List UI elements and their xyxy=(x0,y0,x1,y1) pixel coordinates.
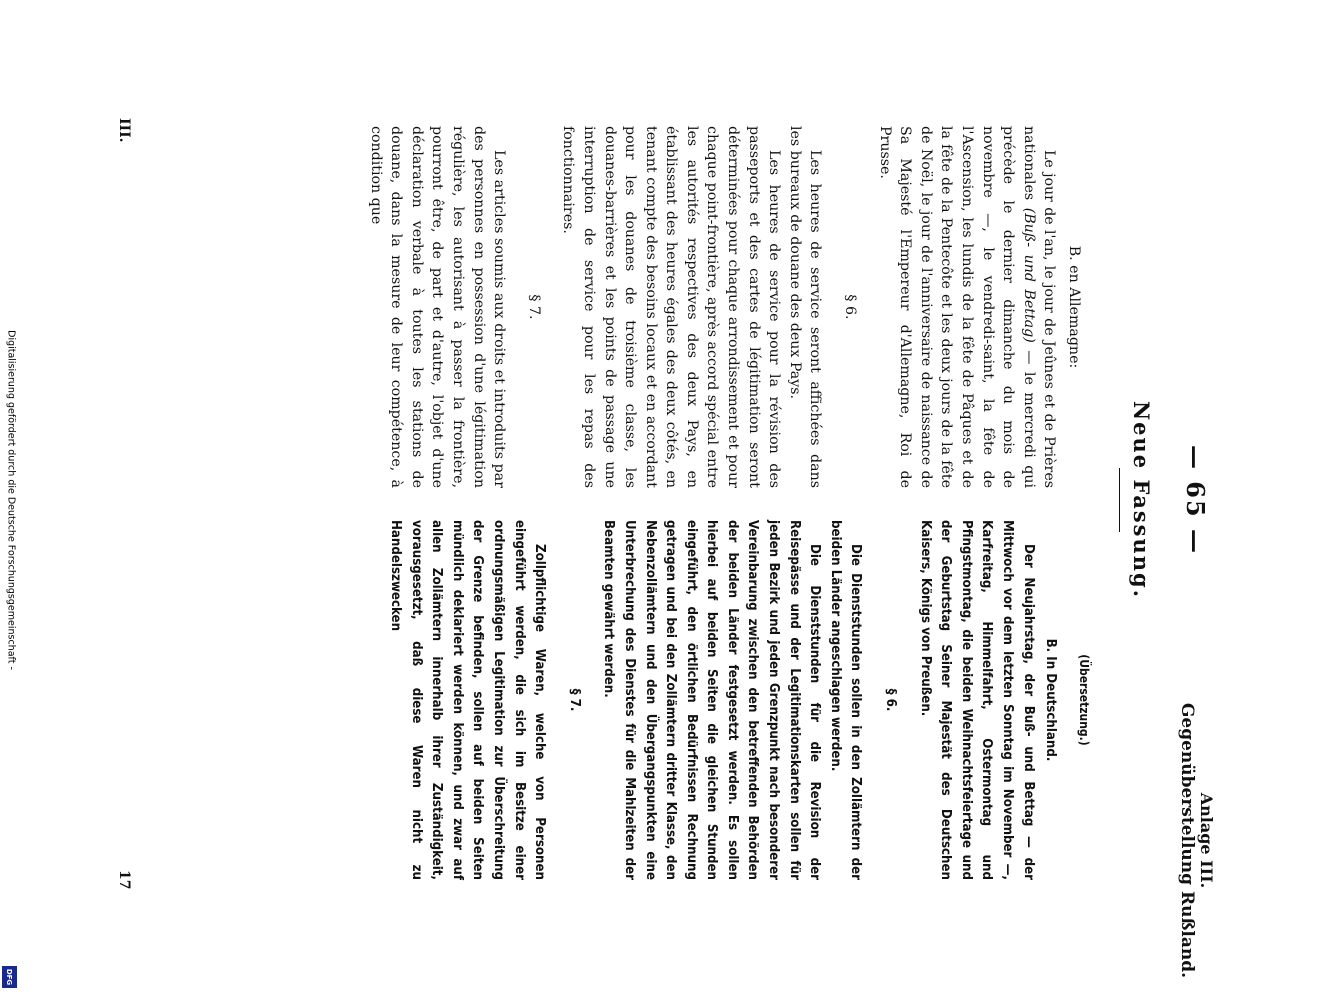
german-s6-p2: Die Dienststunden für die Revision der Reisepässe und der Legitimationskarten sollen für jeden Bezirk und jeden Grenzpunkt nach besonderer Vereinbarung zwischen den betreffenden Behörden der beiden Länder festgesetzt werden. Es sollen hierbei auf beiden Seiten die gleichen Stunden eingeführt, den örtlichen Bedürfnissen Rechnung getragen und bei den Zollämtern dritter Klasse, den Nebenzollämtern und den Übergangspunkten eine Unterbrechung des Dienstes für die Mahlzeiten der Beamten gewährt werden. xyxy=(601,520,823,880)
french-s7-heading: § 7. xyxy=(525,294,542,320)
rotated-page xyxy=(100,0,1224,1000)
german-column xyxy=(384,520,1106,880)
french-s6-p1: Les heures de service seront affichées dans les bureaux de douane des deux Pays. xyxy=(786,126,824,488)
french-b-text-part1: Le jour de l'an, le jour de Jeûnes et de Prières nationales xyxy=(1020,126,1058,488)
right-footer-signature: 17 xyxy=(116,870,132,890)
digitization-sideband xyxy=(0,0,22,1000)
french-b-text-italic: (Buß- und Bettag) xyxy=(1020,207,1037,343)
french-s6-p2: Les heures de service pour la révision des passeports et des cartes de légitimation seront déterminées pour chaque arrondissement et pour chaque point-frontière, après accord spécial entre les autorités respectives des deux Pays, en établissant des heures égales des deux côtés, en tenant compte des besoins locaux et en accordant pour les douanes de troisième classe, les douanes-barrières et les points de passage une interruption de service pour les repas des fonctionnaires. xyxy=(560,126,783,488)
french-s7-p1: Les articles soumis aux droits et introduits par des personnes en possession d'une légitimation régulière, les autorisant à passer la frontière, pourront être, de part et d'autre, l'objet d'une déclaration verbale à toutes les stations de douane, dans la mesure de leur compétence, à condition que xyxy=(367,126,508,488)
german-b-heading: B. In Deutschland. xyxy=(1043,638,1059,762)
french-column xyxy=(365,126,1084,488)
french-b-text-part2: — le mercredi qui précède le dernier dimanche du mois de novembre —, le vendredi-saint, la fête de l'Ascension, les lundis de la fête de Pâques et de la fête de la Pentecôte et les deux jours de la fête de Noël, le jour de l'anniversaire de naissance de Sa Majesté l'Empereur d'Allemagne, Roi de Prusse. xyxy=(876,126,1037,489)
digitization-note: Digitalisierung gefördert durch die Deutsche Forschungsgemeinschaft - xyxy=(5,330,17,670)
annex-subtitle: Gegenüberstellung Rußland. xyxy=(1177,702,1197,978)
annex-header xyxy=(1177,703,1216,978)
german-s6-p1: Die Dienststunden sollen in den Zollämtern der beiden Länder angeschlagen werden. xyxy=(827,520,864,880)
section-heading: Neue Fassung. xyxy=(1129,400,1154,600)
german-s6-heading: § 6. xyxy=(883,688,899,712)
left-footer-signature: III. xyxy=(116,118,132,143)
page-number: — 65 — xyxy=(1181,444,1210,556)
dfg-logo-text: DFG xyxy=(5,968,14,986)
document-page xyxy=(100,0,1224,1000)
dfg-logo xyxy=(2,966,17,988)
heading-rule xyxy=(1119,468,1120,532)
german-s7-heading: § 7. xyxy=(566,688,582,712)
french-b-heading: B. en Allemagne: xyxy=(1066,245,1082,369)
french-s6-heading: § 6. xyxy=(842,294,859,320)
german-s7-p1: Zollpflichtige Waren, welche von Personen eingeführt werden, die sich im Besitze einer ordnungsmäßigen Legitimation zur Überschreitung der Grenze befinden, sollen auf beiden Seiten mündlich deklariert werden können, und zwar auf allen Zollämtern innerhalb ihrer Zuständigkeit, vorausgesetzt, daß diese Waren nicht zu Handelszwecken xyxy=(388,520,548,880)
annex-title: Anlage III. xyxy=(1197,792,1216,889)
german-b-text: Der Neujahrstag, der Buß- und Bettag — der Mittwoch vor dem letzten Sonntag im November —, Karfreitag, Himmelfahrt, Ostermontag und Pfingstmontag, die beiden Weihnachtsfeiertage und der Geburtstag Seiner Majestät des Deutschen Kaisers, Königs von Preußen. xyxy=(917,520,1036,880)
french-b-text xyxy=(874,126,1059,488)
german-uebersetzung: (Übersetzung.) xyxy=(1077,654,1091,746)
